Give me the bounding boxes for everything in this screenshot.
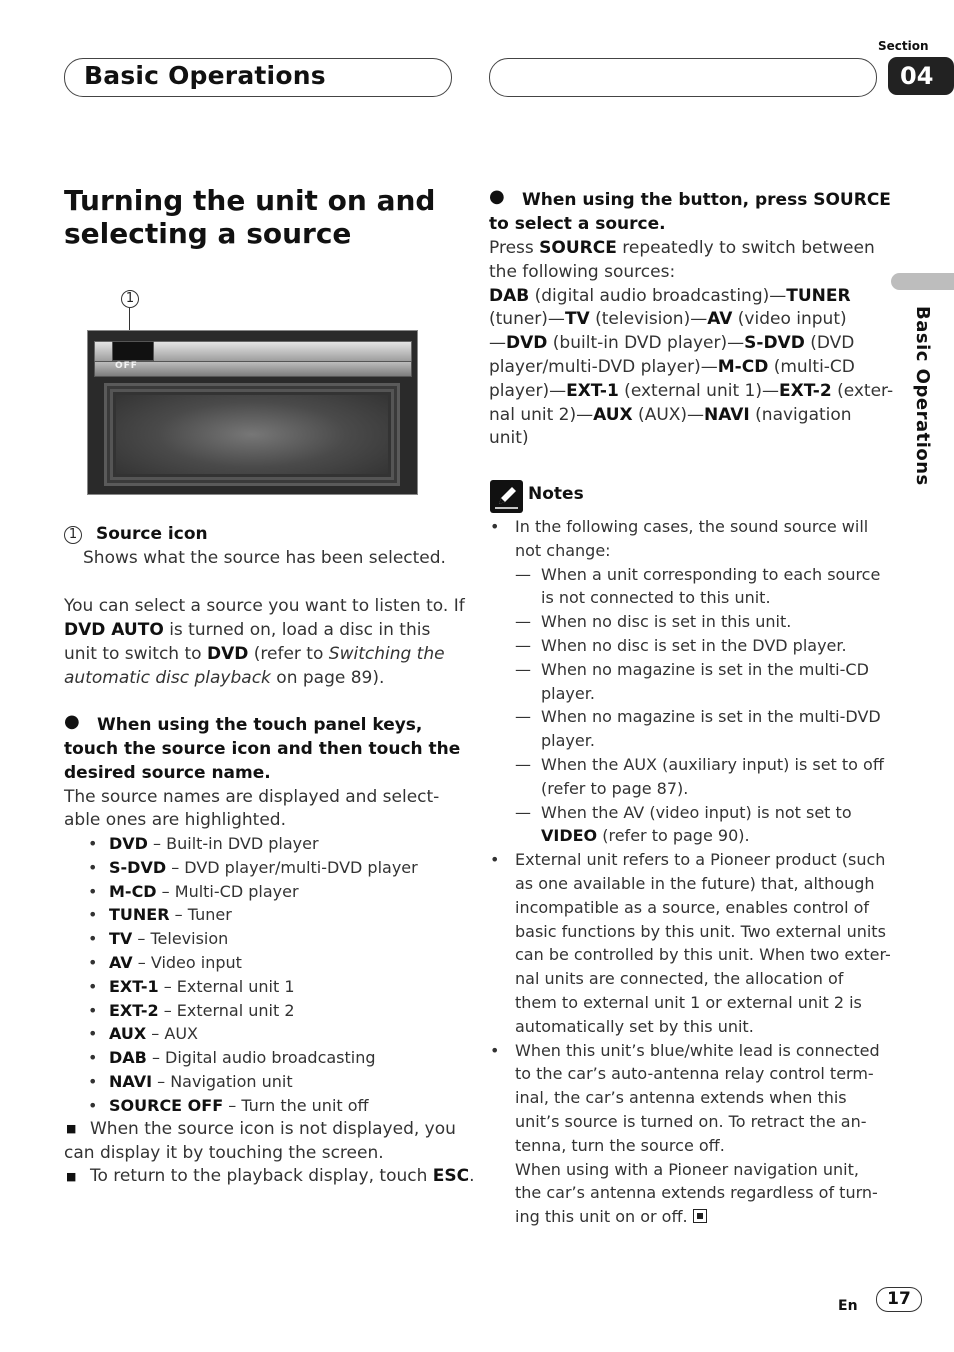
note-line: inal, the car’s antenna extends when this [515, 1088, 847, 1108]
dash-marker: — [515, 636, 531, 655]
tip1-line-1: When the source icon is not displayed, you [90, 1119, 456, 1139]
press-text: (external unit 1)— [618, 380, 779, 401]
bullet-dot-icon: • [88, 834, 98, 853]
press-text: (video input) [732, 309, 847, 330]
case-line: player. [541, 683, 595, 703]
source-desc: – Digital audio broadcasting [146, 1048, 376, 1068]
intro-line-4: automatic disc playback on page 89). [64, 668, 385, 688]
source-item [109, 999, 295, 1023]
source-desc: – Tuner [169, 905, 232, 925]
tip-square-icon: ■ [66, 1170, 77, 1183]
press-text: (AUX)— [632, 404, 705, 425]
touch-heading-2: touch the source icon and then touch the [64, 739, 461, 759]
header-title: Basic Operations [84, 61, 326, 90]
press-text: player/multi-DVD player)— [489, 357, 718, 377]
note-line: nal units are connected, the allocation of [515, 969, 844, 989]
side-tab-label: Basic Operations [912, 306, 933, 486]
source-item [109, 951, 242, 975]
button-heading-2: to select a source. [489, 214, 666, 234]
source-key: NAVI [109, 1072, 153, 1091]
press-text: (built-in DVD player)— [547, 333, 745, 354]
source-key: SOURCE [539, 238, 617, 258]
case-line: When no disc is set in this unit. [541, 612, 792, 632]
case-line: When no magazine is set in the multi-DVD [541, 707, 881, 727]
bullet-dot-icon: • [88, 1095, 98, 1115]
side-tab-marker [891, 273, 954, 290]
source-item [109, 1022, 198, 1046]
source-key: TUNER [109, 905, 170, 925]
touch-heading-1: When using the touch panel keys, [97, 715, 423, 735]
source-item [109, 880, 299, 904]
source-item [109, 856, 418, 880]
section-number-badge: 04 [888, 57, 954, 95]
press-text: — [489, 333, 506, 354]
note-line: When using with a Pioneer navigation unit, [515, 1159, 859, 1179]
press-text: (multi-CD [768, 357, 855, 377]
bullet-dot-icon: • [88, 1072, 98, 1091]
press-line [489, 307, 847, 331]
bullet-dot-icon: • [88, 1000, 98, 1020]
tip2-line: To return to the playback display, touch ESC. [90, 1166, 475, 1186]
screen-figure [87, 330, 418, 495]
source-item [109, 1070, 293, 1094]
source-desc: – DVD player/multi-DVD player [166, 857, 418, 877]
source-key: DAB [489, 285, 530, 306]
legend-name: Source icon [96, 524, 208, 544]
case-line: When no magazine is set in the multi-CD [541, 659, 869, 679]
button-heading-1: When using the button, press SOURCE [522, 190, 891, 210]
intro-line-3: unit to switch to DVD (refer to Switching the [64, 644, 445, 664]
section-label: Section [878, 39, 929, 53]
press-line [489, 331, 854, 355]
press-text: (navigation [749, 404, 852, 425]
press-line [489, 355, 855, 379]
source-key: S-DVD [744, 333, 805, 354]
intro-line-2: DVD AUTO is turned on, load a disc in this [64, 620, 431, 640]
source-key: EXT-1 [566, 380, 619, 401]
source-key: M-CD [717, 357, 769, 377]
note-line: External unit refers to a Pioneer product (such [515, 850, 886, 870]
language-label: En [838, 1298, 858, 1314]
source-item [109, 1046, 376, 1070]
heading-bullet-icon: ● [64, 711, 80, 732]
source-key: S-DVD [109, 857, 167, 877]
bullet-dot-icon: • [88, 929, 98, 949]
tip-square-icon: ■ [66, 1122, 77, 1135]
press-line [489, 403, 852, 427]
press-text: (DVD [804, 333, 855, 354]
dash-marker: — [515, 755, 531, 774]
bullet-dot-icon: • [88, 953, 98, 972]
screen-off-label: OFF [115, 361, 138, 371]
case-line: player. [541, 731, 595, 751]
dash-marker: — [515, 802, 531, 822]
intro-line-1: You can select a source you want to listen to. If [64, 596, 465, 616]
header-right-pill [489, 58, 877, 97]
case-rest: (refer to page 90). [597, 826, 750, 846]
source-key: EXT-2 [109, 1000, 159, 1020]
screen-second-bar [94, 361, 412, 377]
source-key: NAVI [704, 404, 750, 425]
figure-callout-number: 1 [121, 290, 139, 308]
source-key: M-CD [109, 881, 157, 901]
note-line: as one available in the future) that, although [515, 874, 875, 893]
source-key: EXT-2 [778, 380, 832, 401]
case-line: When no disc is set in the DVD player. [541, 636, 847, 655]
source-key: AV [109, 953, 133, 972]
bullet-dot-icon: • [88, 881, 98, 901]
case-line: When the AUX (auxiliary input) is set to off [541, 755, 884, 774]
source-key: TUNER [786, 285, 851, 306]
legend-number: 1 [64, 526, 82, 544]
note-line: not change: [515, 540, 611, 560]
source-key: DAB [109, 1048, 147, 1068]
source-icon-box [112, 341, 154, 361]
source-key: AUX [593, 404, 633, 425]
bullet-dot-icon: • [88, 1048, 98, 1068]
case-line: (refer to page 87). [541, 778, 689, 798]
press-text: (tuner)— [489, 309, 565, 330]
press-text: repeatedly to switch between [616, 238, 875, 258]
source-desc: – Video input [132, 953, 242, 972]
source-desc: – External unit 2 [158, 1000, 295, 1020]
note-line: basic functions by this unit. Two external units [515, 921, 886, 941]
dash-marker: — [515, 707, 531, 727]
bullet-dot-icon: • [88, 905, 98, 925]
dash-marker: — [515, 659, 531, 679]
bullet-dot-icon: • [490, 517, 500, 536]
press-text: (exter- [831, 380, 894, 401]
press-line [489, 284, 851, 308]
note-line: them to external unit 1 or external unit 2 is [515, 993, 862, 1012]
press-line [489, 236, 875, 260]
press-text: unit) [489, 428, 529, 449]
press-line [489, 426, 529, 450]
source-key: AUX [109, 1024, 147, 1044]
source-desc: – Navigation unit [152, 1072, 293, 1091]
notes-title: Notes [528, 484, 584, 504]
note-line: to the car’s auto-antenna relay control term- [515, 1064, 874, 1084]
case-line [541, 824, 750, 848]
source-key: DVD [109, 834, 148, 853]
source-item [109, 927, 228, 951]
note-line: unit’s source is turned on. To retract the an- [515, 1112, 867, 1131]
case-line: When a unit corresponding to each source [541, 564, 881, 584]
press-text: the following sources: [489, 261, 676, 282]
source-key: SOURCE OFF [109, 1095, 224, 1115]
press-text: (digital audio broadcasting)— [529, 285, 787, 306]
source-key: TV [564, 309, 590, 330]
note-line: ing this unit on or off. [515, 1205, 707, 1229]
source-desc: – Television [132, 929, 229, 949]
note-line: tenna, turn the source off. [515, 1135, 725, 1155]
dash-marker: — [515, 612, 531, 632]
bullet-dot-icon: • [88, 857, 98, 877]
page-title: Turning the unit on and selecting a source [64, 184, 436, 250]
case-line: is not connected to this unit. [541, 588, 771, 608]
bullet-dot-icon: • [490, 850, 500, 870]
bullet-dot-icon: • [490, 1040, 500, 1060]
touch-heading-3: desired source name. [64, 763, 271, 783]
source-key: AV [707, 309, 733, 330]
source-desc: – Turn the unit off [223, 1095, 369, 1115]
tip1-line-2: can display it by touching the screen. [64, 1143, 384, 1163]
note-line: the car’s antenna extends regardless of turn- [515, 1183, 878, 1203]
heading-bullet-icon: ● [489, 186, 505, 207]
legend-desc: Shows what the source has been selected. [83, 548, 446, 568]
source-key: EXT-1 [109, 976, 159, 996]
source-desc: – Multi-CD player [156, 881, 299, 901]
note-line: In the following cases, the sound source will [515, 517, 869, 536]
source-item [109, 975, 295, 999]
end-mark-icon [693, 1209, 707, 1223]
source-item [109, 832, 319, 856]
source-key: TV [109, 929, 133, 949]
note-line: can be controlled by this unit. When two exter- [515, 945, 891, 965]
source-key: DVD [506, 333, 548, 354]
dash-marker: — [515, 564, 531, 584]
touch-desc-2: able ones are highlighted. [64, 810, 286, 830]
press-line [489, 379, 893, 403]
source-desc: – Built-in DVD player [147, 834, 319, 853]
press-text: (television)— [589, 309, 708, 330]
press-line [489, 260, 675, 284]
source-desc: – External unit 1 [158, 976, 295, 996]
press-text: nal unit 2)— [489, 404, 594, 425]
note-line: When this unit’s blue/white lead is connected [515, 1040, 880, 1060]
page-number: 17 [876, 1287, 922, 1312]
source-item [109, 903, 232, 927]
case-key: VIDEO [541, 826, 598, 846]
press-text: player)— [489, 380, 567, 401]
case-line: When the AV (video input) is not set to [541, 802, 852, 822]
screen-display-area [104, 383, 400, 486]
press-text: Press [489, 238, 540, 258]
source-item [109, 1094, 369, 1118]
bullet-dot-icon: • [88, 1024, 98, 1044]
note-line: incompatible as a source, enables control of [515, 897, 870, 917]
pencil-note-icon [490, 480, 523, 513]
bullet-dot-icon: • [88, 976, 98, 996]
touch-desc-1: The source names are displayed and select- [64, 787, 440, 807]
note-line: automatically set by this unit. [515, 1016, 754, 1036]
source-desc: – AUX [146, 1024, 199, 1044]
